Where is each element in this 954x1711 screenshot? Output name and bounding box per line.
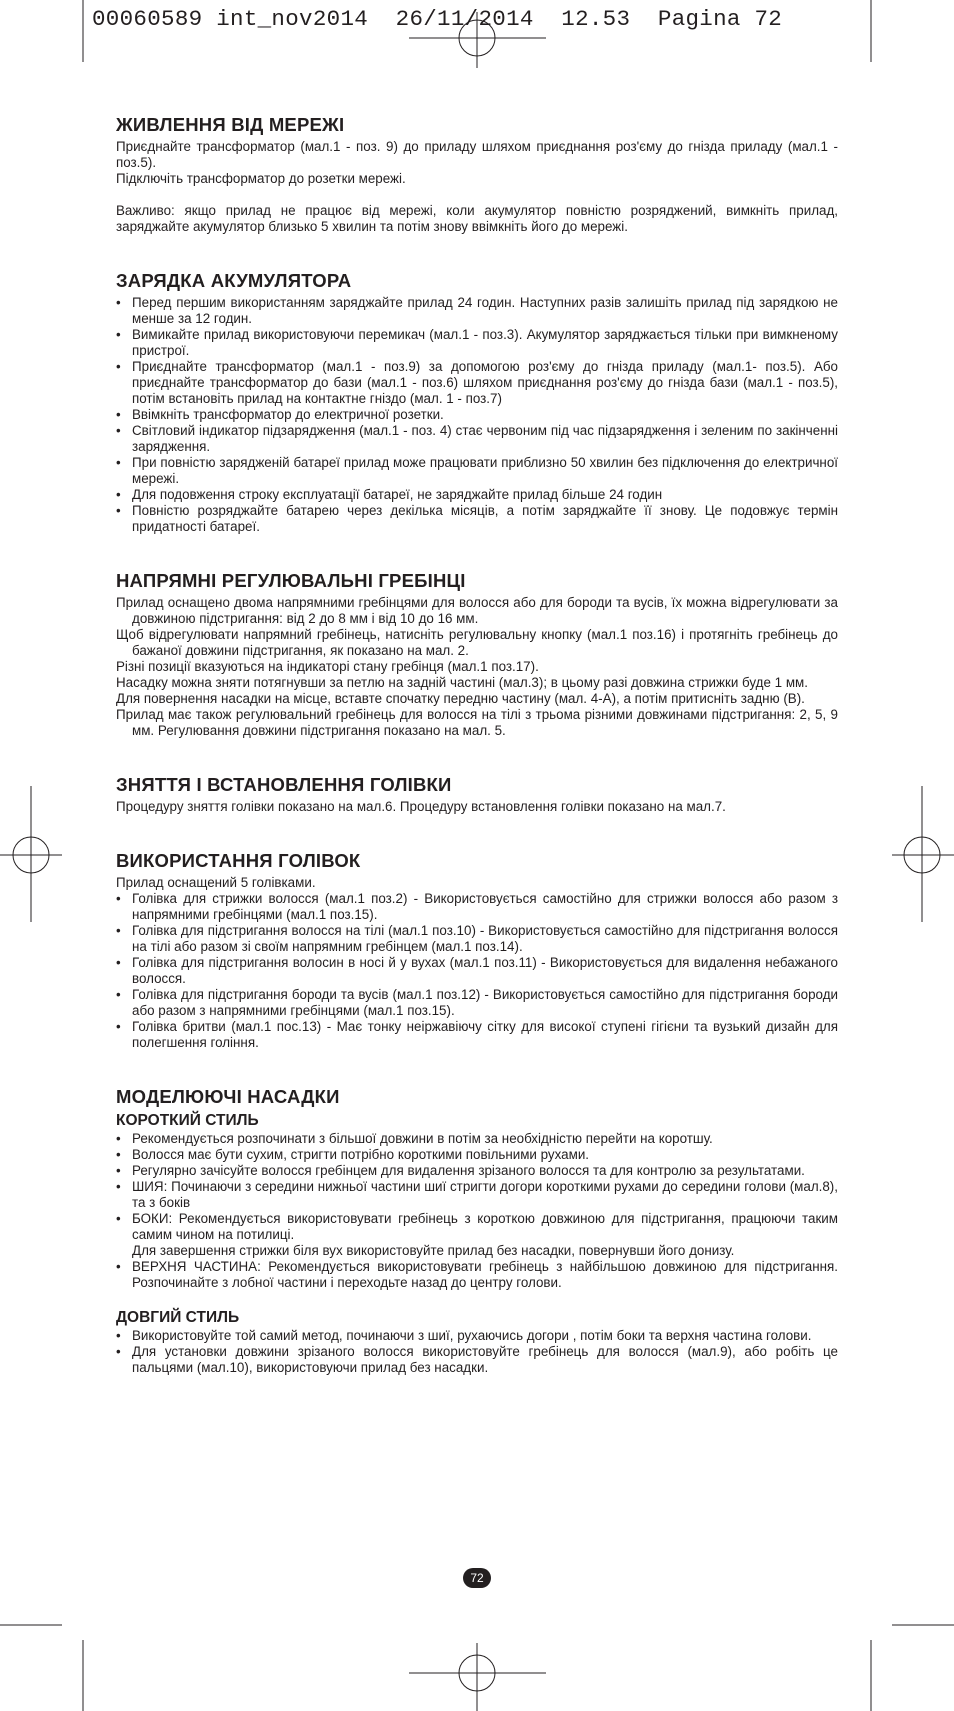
- list-item: • Використовуйте той самий метод, починаючи з шиї, рухаючись догори , потім боки та верхня частина голови.: [116, 1328, 838, 1344]
- subheading-long-style: ДОВГИЙ СТИЛЬ: [116, 1309, 240, 1326]
- list-item: • Світловий індикатор підзарядження (мал.1 - поз. 4) стає червоним під час підзарядження і зеленим по закінченні зарядження.: [116, 423, 838, 455]
- list-item: • Волосся має бути сухим, стригти потрібно короткими повільними рухами.: [116, 1147, 838, 1163]
- paragraph: Різні позиції вказуються на індикаторі стану гребінця (мал.1 поз.17).: [116, 659, 539, 674]
- list-item: • ШИЯ: Починаючи з середини нижньої частини шиї стригти догори короткими рухами до середини голови (мал.8), та з боків: [116, 1179, 838, 1211]
- list-item: • Регулярно зачісуйте волосся гребінцем для видалення зрізаного волосся та для контролю за результатами.: [116, 1163, 838, 1179]
- list-item: • Голівка бритви (мал.1 пос.13) - Має тонку неіржавіючу сітку для високої ступені гігієни та вузький дизайн для полегшення гоління.: [116, 1019, 838, 1051]
- list-item: • ВЕРХНЯ ЧАСТИНА: Рекомендується використовувати гребінець з найбільшою довжиною для підстригання. Розпочинайте з лобної частини і переходьте назад до центру голови.: [116, 1259, 838, 1291]
- section-heads-use: [116, 850, 838, 1051]
- list-item: • Для подовження строку експлуатації батареї, не заряджайте прилад більше 24 годин: [116, 487, 838, 503]
- list-item: • Рекомендується розпочинати з більшої довжини в потім за необхідністю перейти на коротшу.: [116, 1131, 838, 1147]
- list-item: • Голівка для підстригання волосся на тілі (мал.1 поз.10) - Використовується самостійно для підстригання волосся на тілі або разом зі своїм напрямним гребінцем (мал.1 поз.14).: [116, 923, 838, 955]
- paragraph: Насадку можна зняти потягнувши за петлю на задній частині (мал.3); в цьому разі довжина стрижки буде 1 мм.: [116, 675, 808, 690]
- paragraph: Для повернення насадки на місце, вставте спочатку передню частину (мал. 4-А), а потім притисніть задню (В).: [116, 691, 805, 706]
- bullet-list: [116, 1259, 838, 1291]
- section-styling: [116, 1086, 838, 1376]
- section-power: [116, 114, 838, 235]
- list-item: • Голівка для підстригання волосин в носі й у вухах (мал.1 поз.11) - Використовується для видалення небажаного волосся.: [116, 955, 838, 987]
- list-item: • БОКИ: Рекомендується використовувати гребінець з короткою довжиною для підстригання, працюючи таким самим чином на потилиці.: [116, 1211, 838, 1243]
- heading-heads-use: ВИКОРИСТАННЯ ГОЛІВОК: [116, 850, 361, 871]
- paragraph: Прилад оснащено двома напрямними гребінцями для волосся або для бороди та вусів, їх можна відрегулювати за довжиною підстригання: від 2 до 8 мм і від 10 до 16 мм.: [116, 595, 838, 626]
- list-item: • Голівка для підстригання бороди та вусів (мал.1 поз.12) - Використовується самостійно для підстригання бороди або разом з напрямними гребінцями (мал.1 поз.15).: [116, 987, 838, 1019]
- page-number-badge: 72: [463, 1568, 491, 1588]
- paragraph: Прилад має також регулювальний гребінець для волосся на тілі з трьома різними довжинами підстригання: 2, 5, 9 мм. Регулювання довжини підстригання показано на мал. 5.: [116, 707, 838, 738]
- print-slug-header: 00060589 int_nov2014 26/11/2014 12.53 Pagina 72: [92, 6, 783, 32]
- list-item: • Для установки довжини зрізаного волосся використовуйте гребінець для волосся (мал.9), або робіть це пальцями (мал.10), використовуючи прилад без насадки.: [116, 1344, 838, 1376]
- paragraph: Підключіть трансформатор до розетки мережі.: [116, 171, 406, 186]
- list-item: • Вимикайте прилад використовуючи перемикач (мал.1 - поз.3). Акумулятор заряджається тільки при вимкненому пристрої.: [116, 327, 838, 359]
- heading-power: ЖИВЛЕННЯ ВІД МЕРЕЖІ: [116, 114, 345, 135]
- heading-charging: ЗАРЯДКА АКУМУЛЯТОРА: [116, 270, 352, 291]
- list-item: • Повністю розряджайте батарею через декілька місяців, а потім заряджайте її знову. Це подовжує термін придатності батареї.: [116, 503, 838, 535]
- bullet-list: [116, 1328, 838, 1376]
- section-head-removal: [116, 774, 838, 815]
- subheading-short-style: КОРОТКИЙ СТИЛЬ: [116, 1112, 259, 1129]
- list-item: • При повністю зарядженій батареї прилад може працювати приблизно 50 хвилин без підключення до електричної мережі.: [116, 455, 838, 487]
- document-body: [116, 114, 838, 1376]
- paragraph: Процедуру зняття голівки показано на мал.6. Процедуру встановлення голівки показано на мал.7.: [116, 799, 726, 814]
- list-item: • Ввімкніть трансформатор до електричної розетки.: [116, 407, 838, 423]
- paragraph-important: Важливо: якщо прилад не працює від мережі, коли акумулятор повністю розряджений, вимкніть прилад, заряджайте акумулятор близько 5 хвилин та потім знову ввімкніть його до мережі.: [116, 203, 838, 234]
- paragraph: Прилад оснащений 5 голівками.: [116, 875, 316, 890]
- list-item: • Голівка для стрижки волосся (мал.1 поз.2) - Використовується самостійно для стрижки волосся або разом з напрямними гребінцями (мал.1 поз.15).: [116, 891, 838, 923]
- bullet-list: [116, 295, 838, 535]
- section-combs: [116, 570, 838, 739]
- list-item: • Перед першим використанням заряджайте прилад 24 годин. Наступних разів залишіть прилад під зарядкою не менше за 12 годин.: [116, 295, 838, 327]
- section-charging: [116, 270, 838, 535]
- bullet-list: [116, 1131, 838, 1243]
- heading-head-removal: ЗНЯТТЯ І ВСТАНОВЛЕННЯ ГОЛІВКИ: [116, 774, 452, 795]
- list-item: • Приєднайте трансформатор (мал.1 - поз.9) за допомогою роз'єму до гнізда приладу (мал.1- поз.5). Або приєднайте трансформатор до бази (мал.1 - поз.6) шляхом приєднання роз'єму до гнізда бази (мал.1 - поз.5), потім встановіть прилад на контактне гніздо (мал. 1 - поз.7): [116, 359, 838, 407]
- paragraph: Приєднайте трансформатор (мал.1 - поз. 9) до приладу шляхом приєднання роз'єму до гнізда приладу (мал.1 - поз.5).: [116, 139, 838, 170]
- heading-styling: МОДЕЛЮЮЧІ НАСАДКИ: [116, 1086, 340, 1107]
- bullet-list: [116, 891, 838, 1051]
- heading-combs: НАПРЯМНІ РЕГУЛЮВАЛЬНІ ГРЕБІНЦІ: [116, 570, 466, 591]
- paragraph: Щоб відрегулювати напрямний гребінець, натисніть регулювальну кнопку (мал.1 поз.16) і протягніть гребінець до бажаної довжини підстригання, як показано на мал. 2.: [116, 627, 838, 658]
- paragraph: Для завершення стрижки біля вух використовуйте прилад без насадки, повернувши його донизу.: [132, 1243, 735, 1258]
